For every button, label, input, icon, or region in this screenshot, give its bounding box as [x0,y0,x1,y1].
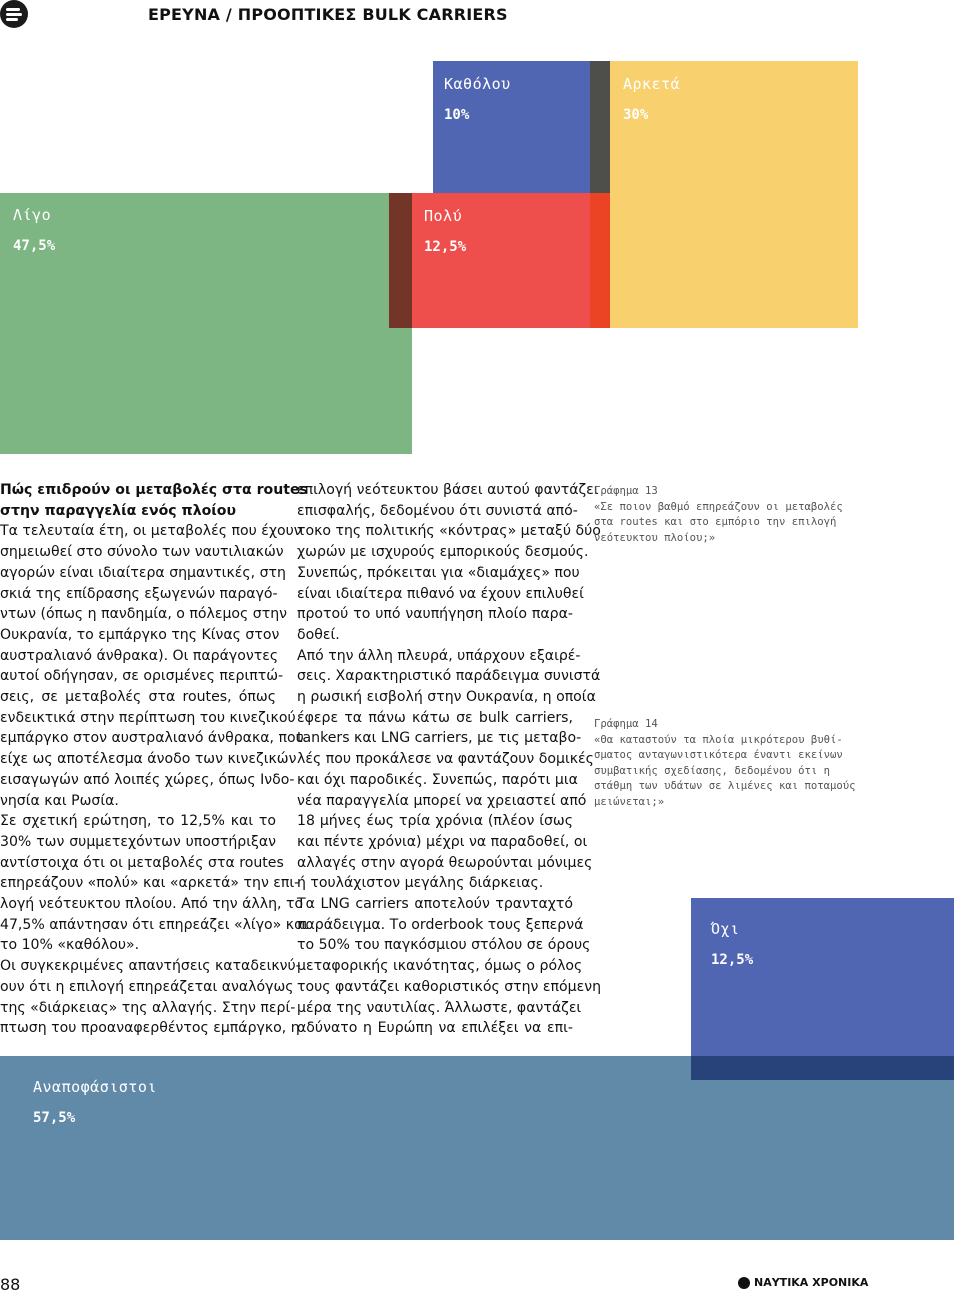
text-line: Συνεπώς, πρόκειται για «διαμάχες» που [297,564,580,581]
segment-overlap-orange [590,193,610,328]
text-line: παράδειγμα. Το orderbook τους ξεπερνά [297,916,584,933]
text-line: σκιά της επίδρασης εξωγενών παραγό- [0,585,278,602]
text-line: και όχι παροδικές. Συνεπώς, παρότι μια [297,771,578,788]
chart-14-caption [594,717,894,811]
text-line: επιλογή νεότευκτου βάσει αυτού φαντάζει [297,482,599,498]
text-line: χωρών με ισχυρούς εμπορικούς δεσμούς. [297,544,589,561]
text-line: αλλαγές στην αγορά θεωρούνται μόνιμες [297,854,593,871]
text-line: σημειωθεί στο σύνολο των ναυτιλιακών [0,544,284,561]
text-line: Οι συγκεκριμένες απαντήσεις καταδεικνύ- [0,958,301,975]
text-line: λές που προκάλεσε να φαντάζουν δομικές [297,751,594,768]
label-ligo: Λίγο [13,206,52,224]
value-katholou: 10% [444,107,470,123]
text-line: δοθεί. [297,626,340,643]
text-line: αγορών είναι ιδιαίτερα σημαντικές, στη [0,564,286,581]
article-heading-line: στην παραγγελία ενός πλοίου [0,502,236,519]
text-line: 30% των συμμετεχόντων υποστήριξαν [0,833,276,850]
text-line: ενδεικτικά στην περίπτωση του κινεζικού [0,709,296,726]
label-poly: Πολύ [424,207,463,225]
segment-arketa [610,61,858,328]
value-arketa: 30% [623,107,649,123]
text-line: Από την άλλη πλευρά, υπάρχουν εξαιρέ- [297,647,581,664]
text-line: τοκο της πολιτικής «κόντρας» μεταξύ δύο [297,523,601,540]
caption-line: μειώνεται;» [594,795,665,808]
text-line: μεταφορικής ικανότητας, όμως ο ρόλος [297,958,583,975]
text-line: πτωση του προαναφερθέντος εμπάργκο, η [0,1020,300,1037]
label-arketa: Αρκετά [623,75,681,93]
text-line: νέα παραγγελία μπορεί να χρειαστεί από [297,792,587,809]
section-title: ΕΡΕΥΝΑ / ΠΡΟΟΠΤΙΚΕΣ BULK CARRIERS [148,5,508,24]
text-line: σεις. Χαρακτηριστικό παράδειγμα συνιστά [297,668,601,685]
segment-overlap-navy [691,1056,954,1080]
text-line: της «διάρκειας» της αλλαγής. Στην περί- [0,999,296,1016]
value-poly: 12,5% [424,239,467,255]
caption-line: «Θα καταστούν τα πλοία μικρότερου βυθί- [594,733,843,746]
text-line: προτού το υπό ναυπήγηση πλοίο παρα- [297,606,573,623]
text-line: Τα τελευταία έτη, οι μεταβολές που έχουν [0,523,302,540]
text-line: νησία και Ρωσία. [0,792,119,809]
text-line: Τα LNG carriers αποτελούν τρανταχτό [297,896,573,913]
text-line: σεις, σε μεταβολές στα routes, όπως [0,689,276,706]
text-line: το 50% του παγκόσμιου στόλου σε όρους [297,937,591,954]
text-line: επισφαλής, δεδομένου ότι συνιστά από- [297,502,578,519]
text-line: ντων (όπως η πανδημία, ο πόλεμος στην [0,606,288,623]
caption-line: στάθμη των υδάτων σε λιμένες και ποταμούς [594,780,856,793]
text-line: τους φαντάζει καθοριστικός στην επόμενη [297,978,602,995]
text-line: αυτοί οδήγησαν, σε ορισμένες περιπτώ- [0,668,284,685]
text-line: αυστραλιανό άνθρακα). Οι παράγοντες [0,647,279,664]
label-katholou: Καθόλου [444,75,511,93]
caption-line: στα routes και στο εμπόριο την επιλογή [594,516,837,529]
segment-anapofasistoi-lower [691,1080,954,1240]
article-heading-line: Πώς επιδρούν οι μεταβολές στα routes [0,482,308,498]
value-ochi: 12,5% [711,952,754,968]
chart-13-caption [594,484,894,546]
caption-title: Γράφημα 14 [594,718,658,730]
text-line: αδύνατο η Ευρώπη να επιλέξει να επι- [297,1020,573,1037]
text-line: έφερε τα πάνω κάτω σε bulk carriers, [297,709,573,726]
segment-ligo [0,193,412,454]
text-line: η ρωσική εισβολή στην Ουκρανία, η οποία [297,689,596,706]
text-line: Σε σχετική ερώτηση, το 12,5% και το [0,813,276,830]
text-line: είχε ως αποτέλεσμα άνοδο των κινεζικών [0,751,297,768]
caption-line: σματος ανταγωνιστικότερα έναντι εκείνων [594,749,843,762]
caption-title: Γράφημα 13 [594,485,658,497]
caption-line: «Σε ποιον βαθμό επηρεάζουν οι μεταβολές [594,500,843,513]
text-line: ουν ότι η επιλογή επηρεάζεται αναλόγως [0,978,294,995]
segment-overlap-brown [389,193,412,328]
text-line: tankers και LNG carriers, με τις μεταβο- [297,730,582,747]
caption-line: συμβατικής σχεδίασης, δεδομένου ότι η [594,764,830,777]
brand-logo-icon [738,1277,750,1289]
value-ligo: 47,5% [13,238,56,254]
publication-logo-icon [0,0,28,28]
text-line: Ουκρανία, το εμπάργκο της Κίνας στον [0,626,280,643]
label-ochi: Όχι [711,920,740,938]
value-anapofasistoi: 57,5% [33,1110,76,1126]
text-line: είναι ιδιαίτερα πιθανό να έχουν επιλυθεί [297,585,584,602]
label-anapofasistoi: Αναποφάσιστοι [33,1078,157,1096]
text-line: 47,5% απάντησαν ότι επηρεάζει «λίγο» και [0,916,309,933]
article-column-2 [297,480,602,1039]
text-line: αντίστοιχα ότι οι μεταβολές στα routes [0,854,284,871]
text-line: λογή νεότευκτου πλοίου. Από την άλλη, το [0,896,304,913]
text-line: ή τουλάχιστον μεγάλης διάρκειας. [297,875,544,892]
text-line: 18 μήνες έως τρία χρόνια (πλέον ίσως [297,813,573,830]
brand-name: ΝΑΥΤΙΚΑ ΧΡΟΝΙΚΑ [754,1276,869,1289]
caption-line: νεότευκτου πλοίου;» [594,531,716,544]
page-number: 88 [0,1275,21,1294]
article-column-1 [0,480,309,1039]
text-line: επηρεάζουν «πολύ» και «αρκετά» την επι- [0,875,300,892]
text-line: και πέντε χρόνια) μέχρι να παραδοθεί, οι [297,833,588,850]
text-line: το 10% «καθόλου». [0,937,140,954]
segment-overlap-dark [590,61,610,193]
text-line: εισαγωγών από λοιπές χώρες, όπως Ινδο- [0,771,295,788]
text-line: μέρα της ναυτιλίας. Άλλωστε, φαντάζει [297,999,582,1016]
text-line: εμπάργκο στον αυστραλιανό άνθρακα, που [0,730,304,747]
